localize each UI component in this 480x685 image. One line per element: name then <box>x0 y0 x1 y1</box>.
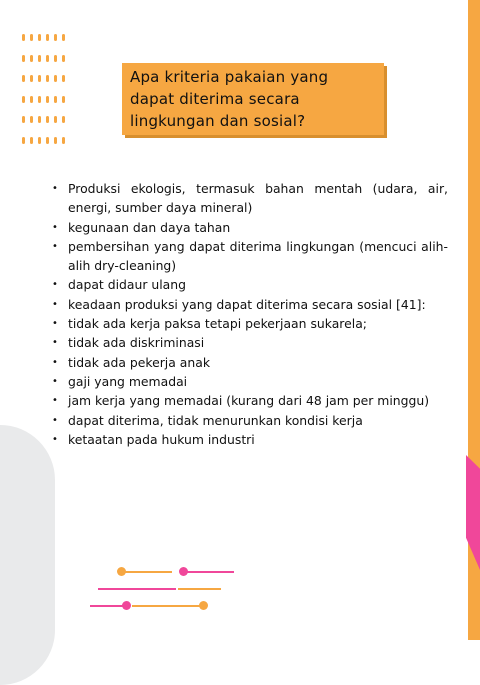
list-item: • tidak ada diskriminasi <box>52 333 448 352</box>
deco-line <box>178 588 221 590</box>
left-grey-shape <box>0 425 55 685</box>
title-box <box>122 63 384 135</box>
list-item: • ketaatan pada hukum industri <box>52 430 448 449</box>
deco-dot <box>122 601 131 610</box>
criteria-list <box>52 179 448 449</box>
deco-line <box>132 605 202 607</box>
list-item: • dapat didaur ulang <box>52 275 448 294</box>
list-item: • tidak ada pekerja anak <box>52 353 448 372</box>
deco-dot <box>179 567 188 576</box>
deco-dot <box>117 567 126 576</box>
list-item: • keadaan produksi yang dapat diterima secara sosial [41]: <box>52 295 448 314</box>
deco-line <box>98 588 176 590</box>
decorative-dot-grid <box>22 34 72 157</box>
list-item: • kegunaan dan daya tahan <box>52 218 448 237</box>
deco-line <box>120 571 172 573</box>
list-item: • jam kerja yang memadai (kurang dari 48 jam per minggu) <box>52 391 448 410</box>
list-item: • pembersihan yang dapat diterima lingkungan (mencuci alih-alih dry-cleaning) <box>52 237 448 276</box>
deco-line <box>90 605 124 607</box>
deco-dot <box>199 601 208 610</box>
list-item: • Produksi ekologis, termasuk bahan mentah (udara, air, energi, sumber daya mineral) <box>52 179 448 218</box>
list-item: • dapat diterima, tidak menurunkan kondisi kerja <box>52 411 448 430</box>
list-item: • tidak ada kerja paksa tetapi pekerjaan sukarela; <box>52 314 448 333</box>
page-title: Apa kriteria pakaian yang dapat diterima secara lingkungan dan sosial? <box>130 68 329 130</box>
list-item: • gaji yang memadai <box>52 372 448 391</box>
deco-line <box>182 571 234 573</box>
